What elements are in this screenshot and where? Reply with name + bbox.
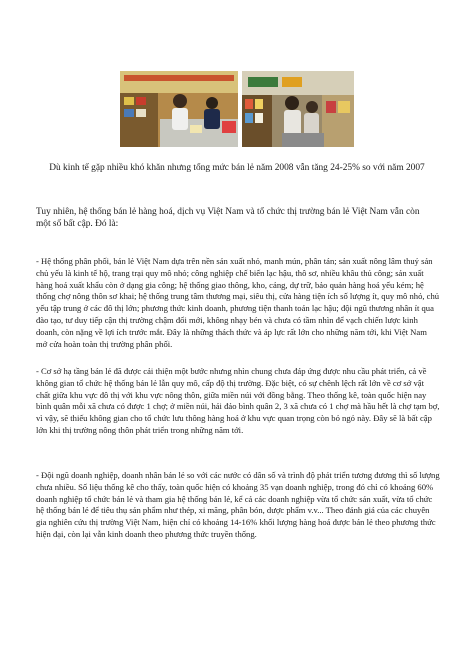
photo-caption: Dù kinh tế gặp nhiều khó khăn nhưng tổng mức bán lẻ năm 2008 vẫn tăng 24-25% so với năm 2007 bbox=[49, 163, 425, 173]
supermarket-aisle-photo bbox=[242, 71, 354, 147]
paragraph-retail-infrastructure: - Cơ sở hạ tầng bán lẻ đã được cải thiện một bước nhưng nhìn chung chưa đáp ứng được nhu cầu phát triển, cả về không gian tổ chức hệ thống bán lẻ lẫn quy mô, cấp độ thị trường. Đặc biệt, có sự chênh lệch rất lớn về cơ sở vật chất giữa khu vực đô thị với khu vực nông thôn, giữa miền núi với đồng bằng. Theo thống kê, toàn quốc hiện nay bình quân mỗi xã chưa có được 1 chợ; ở miền núi, hải đảo bình quân 2, 3 xã chưa có 1 chợ mà hầu hết là chợ tạm bợ, vì vậy, sẽ thiếu không gian cho tổ chức lưu thông hàng hoá ở khu vực quan trọng còn bỏ ngỏ này. Đây sẽ là bất cập lớn khi thị trường nông thôn phát triển trong những năm tới. bbox=[36, 366, 440, 435]
paragraph-distribution-system: - Hệ thống phân phối, bán lẻ Việt Nam dựa trên nền sản xuất nhỏ, manh mún, phân tán; sản xuất nông lâm thuỷ sản chủ yếu là kinh tế hộ, trang trại quy mô nhỏ; công nghiệp chế biến lạc hậu, thô sơ, nhiều khâu thủ công; sản xuất hàng hoá xuất khẩu còn ở dạng gia công; hệ thống giao thông, kho, cảng, dự trữ, bảo quản hàng hoá yếu kém; hệ thống chợ nông thôn sơ khai; hệ thống trung tâm thương mại, siêu thị, cửa hàng tiện ích số lượng ít, quy mô nhỏ, chủ yếu tập trung ở các đô thị lớn; phương thức kinh doanh, phương tiện thanh toán lạc hậu; đội ngũ thương nhân ít qua đào tạo, tư duy tiếp cận thị trường chậm đổi mới, không nhạy bén và chưa có tầm nhìn để vạch chiến lược kinh doanh, còn nặng về lợi ích trước mắt. Đây là những thách thức và áp lực rất lớn cho những năm tới, khi Việt Nam mở cửa hoàn toàn thị trường phân phối. bbox=[36, 256, 440, 349]
supermarket-checkout-photo bbox=[120, 71, 238, 147]
intro-paragraph: Tuy nhiên, hệ thống bán lẻ hàng hoá, dịch vụ Việt Nam và tổ chức thị trường bán lẻ Việt Nam vẫn còn một số bất cập. Đó là: bbox=[36, 207, 420, 229]
paragraph-retail-enterprises: - Đội ngũ doanh nghiệp, doanh nhân bán lẻ so với các nước có dân số và trình độ phát triển tương đương thì số lượng chưa nhiều. Số liệu thống kê cho thấy, toàn quốc hiện có khoảng 35 vạn doanh nghiệp, trong đó chỉ có khoảng 60% doanh nghiệp tổ chức bán lẻ và tham gia hệ thống bán lẻ, kể cả các doanh nghiệp vừa tổ chức sản xuất, vừa tổ chức hệ thống bán lẻ để tiêu thụ sản phẩm như thép, xi măng, phân bón, dược phẩm v.v... Theo đánh giá của các chuyên gia nghiên cứu thị trường Việt Nam, hiện chỉ có khoảng 14-16% khối lượng hàng hoá được bán lẻ theo phương thức hiện đại, còn lại vẫn kinh doanh theo phương thức truyền thống. bbox=[36, 470, 440, 539]
